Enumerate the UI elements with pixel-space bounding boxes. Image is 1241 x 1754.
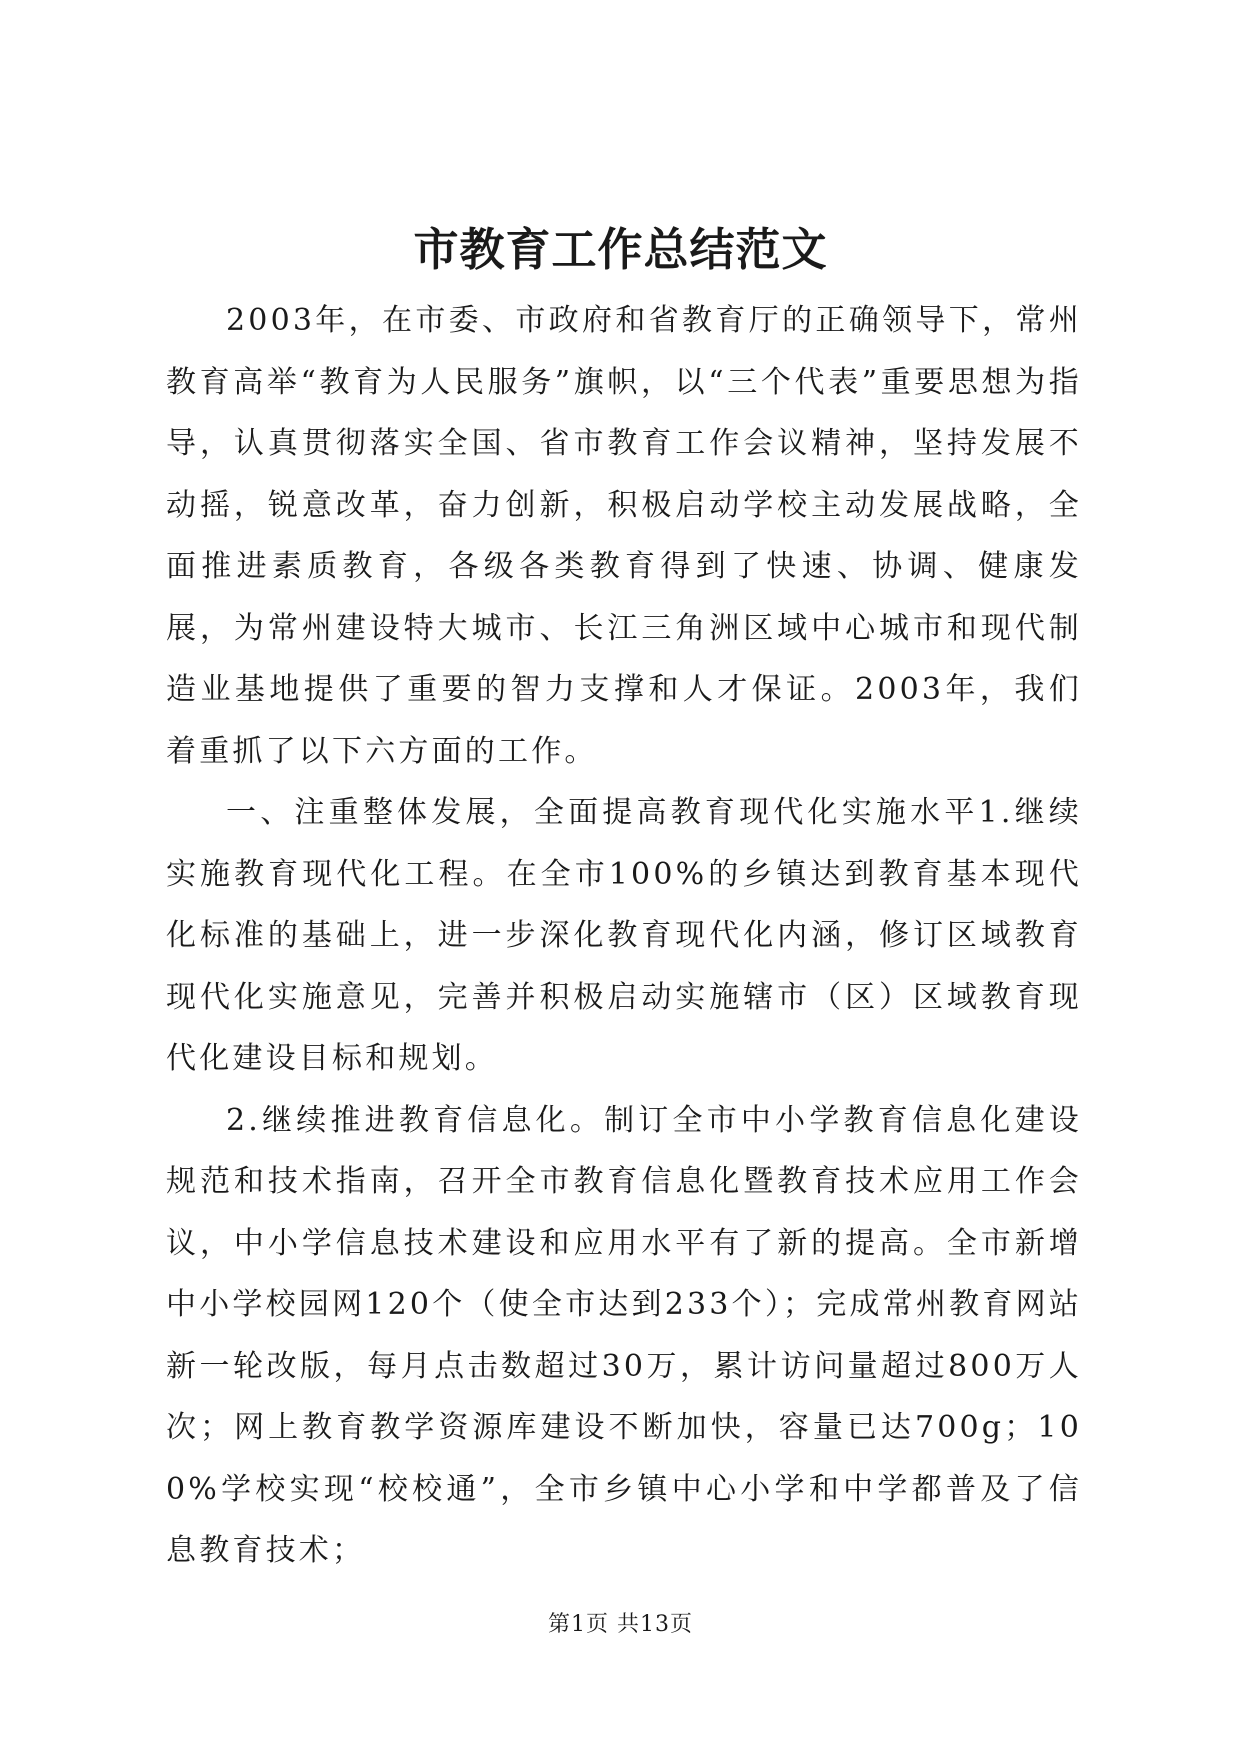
paragraph-informatization: 2.继续推进教育信息化。制订全市中小学教育信息化建设规范和技术指南，召开全市教育信息化暨教育技术应用工作会议，中小学信息技术建设和应用水平有了新的提高。全市新增中小学校园网120个（使全市达到233个）；完成常州教育网站新一轮改版，每月点击数超过30万，累计访问量超过800万人次；网上教育教学资源库建设不断加快，容量已达700g；100%学校实现“校校通”，全市乡镇中心小学和中学都普及了信息教育技术；	[166, 1102, 1082, 1568]
document-body	[166, 290, 1082, 1582]
document-title: 市教育工作总结范文	[413, 223, 828, 276]
page-number: 第1页 共13页	[548, 1612, 693, 1637]
paragraph-intro: 2003年，在市委、市政府和省教育厅的正确领导下，常州教育高举“教育为人民服务”旗帜，以“三个代表”重要思想为指导，认真贯彻落实全国、省市教育工作会议精神，坚持发展不动摇，锐意改革，奋力创新，积极启动学校主动发展战略，全面推进素质教育，各级各类教育得到了快速、协调、健康发展，为常州建设特大城市、长江三角洲区域中心城市和现代制造业基地提供了重要的智力支撑和人才保证。2003年，我们着重抓了以下六方面的工作。	[166, 303, 1082, 769]
paragraph-section-one: 一、注重整体发展，全面提高教育现代化实施水平1.继续实施教育现代化工程。在全市100%的乡镇达到教育基本现代化标准的基础上，进一步深化教育现代化内涵，修订区域教育现代化实施意见，完善并积极启动实施辖市（区）区域教育现代化建设目标和规划。	[166, 795, 1082, 1076]
page-footer	[0, 1610, 1241, 1640]
